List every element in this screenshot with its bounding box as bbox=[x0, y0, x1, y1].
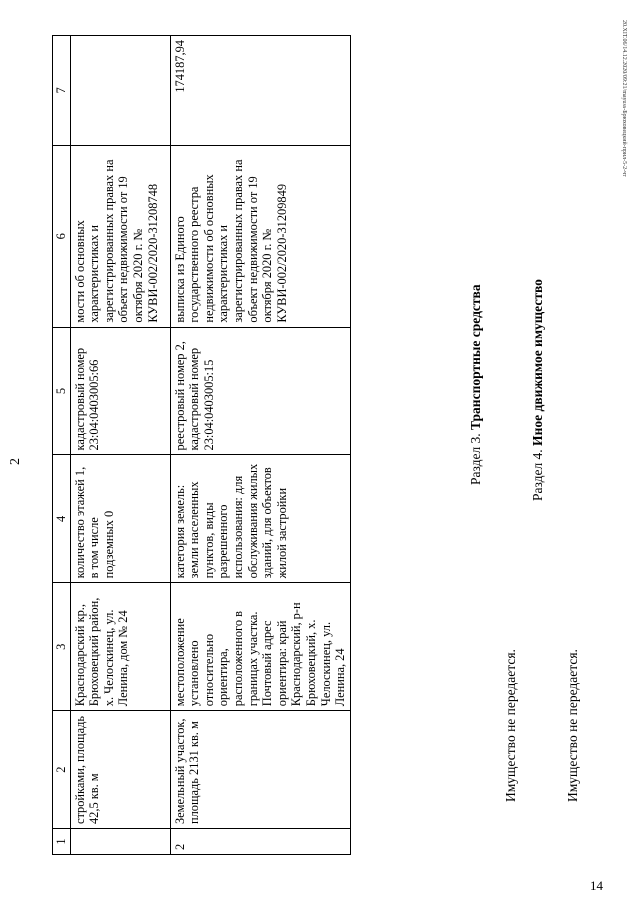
header-cell: 6 bbox=[53, 145, 71, 327]
cell-name: стройками, площадь 42,5 кв. м bbox=[70, 711, 170, 829]
section-4-title: Иное движимое имущество bbox=[530, 279, 545, 446]
cell-name: Земельный участок, площадь 2131 кв. м bbox=[170, 711, 350, 829]
header-cell: 4 bbox=[53, 455, 71, 583]
section-3-title: Транспортные средства bbox=[468, 284, 483, 430]
table-row bbox=[170, 36, 350, 855]
section-4-prefix: Раздел 4. bbox=[530, 445, 545, 501]
section-3-heading bbox=[468, 284, 484, 485]
header-cell: 2 bbox=[53, 711, 71, 829]
header-cell: 5 bbox=[53, 327, 71, 455]
table-row bbox=[70, 36, 170, 855]
section-3-note: Имущество не передается. bbox=[503, 649, 518, 802]
section-3-prefix: Раздел 3. bbox=[468, 429, 483, 485]
margin-note: 20.XIT.06/14.12.2020/09:21/mayuss-Брюховецкий-прил-5-2-чт bbox=[621, 20, 627, 177]
cell-characteristics: категория земель: земли населенных пунктов, виды разрешенного использования: для обслуживания жилых зданий, для объектов жилой застройки bbox=[170, 455, 350, 583]
section-4-note: Имущество не передается. bbox=[565, 649, 580, 802]
top-page-number: 2 bbox=[8, 458, 23, 465]
table-header-row bbox=[53, 36, 71, 855]
cell-cadastral: кадастровый номер 23:04:0403005:66 bbox=[70, 327, 170, 455]
cell-document: мости об основных характеристиках и зарегистрированных правах на объект недвижимости от 19 октября 2020 г. № КУВИ-002/2020-31208748 bbox=[70, 145, 170, 327]
cell-value bbox=[70, 36, 170, 146]
cell-value: 174187,94 bbox=[170, 36, 350, 146]
cell-characteristics: количество этажей 1, в том числе подземных 0 bbox=[70, 455, 170, 583]
cell-number bbox=[70, 829, 170, 855]
section-4-heading bbox=[530, 279, 546, 501]
page-number: 14 bbox=[590, 878, 603, 893]
property-table bbox=[52, 35, 351, 855]
cell-cadastral: реестровый номер 2, кадастровый номер 23:04:0403005:15 bbox=[170, 327, 350, 455]
cell-number: 2 bbox=[170, 829, 350, 855]
header-cell: 3 bbox=[53, 583, 71, 711]
header-cell: 1 bbox=[53, 829, 71, 855]
cell-address: местоположение установлено относительно ориентира, расположенного в границах участка. Почтовый адрес ориентира: край Краснодарский, р-н Брюховецкий, х. Челоскинец, ул. Ленина, 24 bbox=[170, 583, 350, 711]
header-cell: 7 bbox=[53, 36, 71, 146]
cell-address: Краснодарский кр., Брюховецкий район, х. Челоскинец, ул. Ленина, дом № 24 bbox=[70, 583, 170, 711]
cell-document: выписка из Единого государственного реестра недвижимости об основных характеристиках и зарегистрированных правах на объект недвижимости от 19 октября 2020 г. № КУВИ-002/2020-31209849 bbox=[170, 145, 350, 327]
